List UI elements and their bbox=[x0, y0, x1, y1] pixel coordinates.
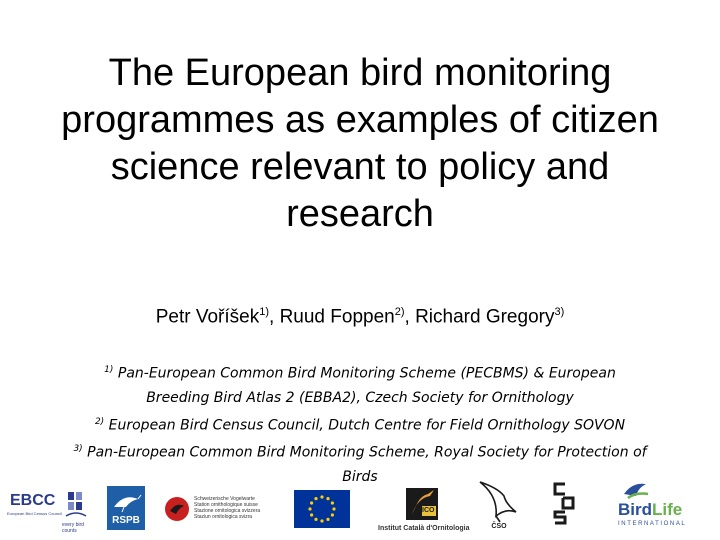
ebcc-tagline: every bird counts bbox=[62, 522, 84, 534]
red-bird-icon bbox=[164, 496, 190, 522]
author-line bbox=[0, 306, 720, 328]
cso-logo-text: ČSO bbox=[491, 523, 507, 530]
author-1-name: Petr Voříšek bbox=[155, 306, 260, 328]
birdlife-wordmark bbox=[618, 500, 682, 520]
author-2-ref: 2) bbox=[394, 306, 405, 318]
cso-logo bbox=[476, 478, 522, 534]
affiliation-text: European Bird Census Council, Dutch Centre for Field Ornithology SOVON bbox=[108, 417, 626, 434]
author-3-ref: 3) bbox=[554, 306, 565, 318]
author-3-name: Richard Gregory bbox=[415, 306, 555, 328]
avocet-icon bbox=[110, 489, 142, 513]
swiss-line-4: Staziun ornitologica svizra bbox=[194, 514, 253, 520]
ico-caption: Institut Català d'Ornitologia bbox=[378, 525, 470, 532]
cbs-logo bbox=[551, 482, 577, 526]
affiliation-3 bbox=[20, 437, 700, 465]
eu-flag-icon bbox=[294, 490, 350, 528]
title-line-1: The European bird monitoring bbox=[108, 52, 612, 94]
affiliation-1-cont: Breeding Bird Atlas 2 (EBBA2), Czech Society for Ornithology bbox=[146, 389, 574, 406]
affiliation-2 bbox=[20, 410, 700, 438]
birdlife-subtitle: INTERNATIONAL bbox=[618, 521, 687, 527]
author-separator: , bbox=[269, 306, 280, 328]
birdlife-bird-icon bbox=[622, 480, 650, 502]
swiss-line-3: Stazione ornitologica svizzera bbox=[194, 508, 261, 514]
bird-figures-icon bbox=[64, 490, 88, 520]
affiliation-3-cont: Birds bbox=[342, 468, 378, 485]
author-2-name: Ruud Foppen bbox=[279, 306, 395, 328]
birdlife-text-bird: Bird bbox=[618, 500, 652, 519]
bird-outline-icon bbox=[476, 478, 522, 524]
affiliation-1 bbox=[20, 358, 700, 386]
title-line-2: programmes as examples of citizen bbox=[61, 99, 659, 141]
rspb-logo bbox=[107, 486, 145, 530]
affiliation-text: Pan-European Common Bird Monitoring Scheme, Royal Society for Protection of bbox=[87, 444, 647, 461]
logo-strip bbox=[0, 476, 720, 540]
eu-flag-logo bbox=[294, 490, 350, 528]
affiliation-ref: 3) bbox=[73, 444, 83, 455]
rspb-logo-text: RSPB bbox=[112, 515, 140, 526]
ico-logo bbox=[378, 484, 470, 540]
author-1-ref: 1) bbox=[259, 306, 270, 318]
affiliation-ref: 1) bbox=[104, 365, 114, 375]
slide-title bbox=[20, 50, 700, 238]
affiliation-ref: 2) bbox=[94, 416, 105, 427]
swiss-line-2: Station ornithologique suisse bbox=[194, 502, 258, 508]
title-line-3: science relevant to policy and bbox=[110, 146, 610, 188]
birdlife-logo bbox=[614, 480, 714, 532]
ebcc-logo-text: EBCC bbox=[10, 492, 56, 509]
swiss-ornithological-logo bbox=[164, 492, 274, 528]
author-separator: , bbox=[404, 306, 416, 328]
ico-logo-text: ICO bbox=[422, 507, 435, 514]
ebcc-logo bbox=[4, 490, 100, 534]
ebcc-logo-subtitle: European Bird Census Council bbox=[7, 511, 62, 516]
swiss-line-1: Schweizerische Vogelwarte bbox=[194, 496, 255, 502]
title-line-4: research bbox=[286, 193, 434, 235]
hoopoe-icon bbox=[404, 484, 440, 522]
birdlife-text-life: Life bbox=[652, 500, 683, 519]
affiliation-text: Pan-European Common Bird Monitoring Scheme (PECBMS) & European bbox=[117, 365, 616, 382]
cbs-logo-icon bbox=[551, 482, 577, 526]
affiliations bbox=[20, 358, 700, 489]
